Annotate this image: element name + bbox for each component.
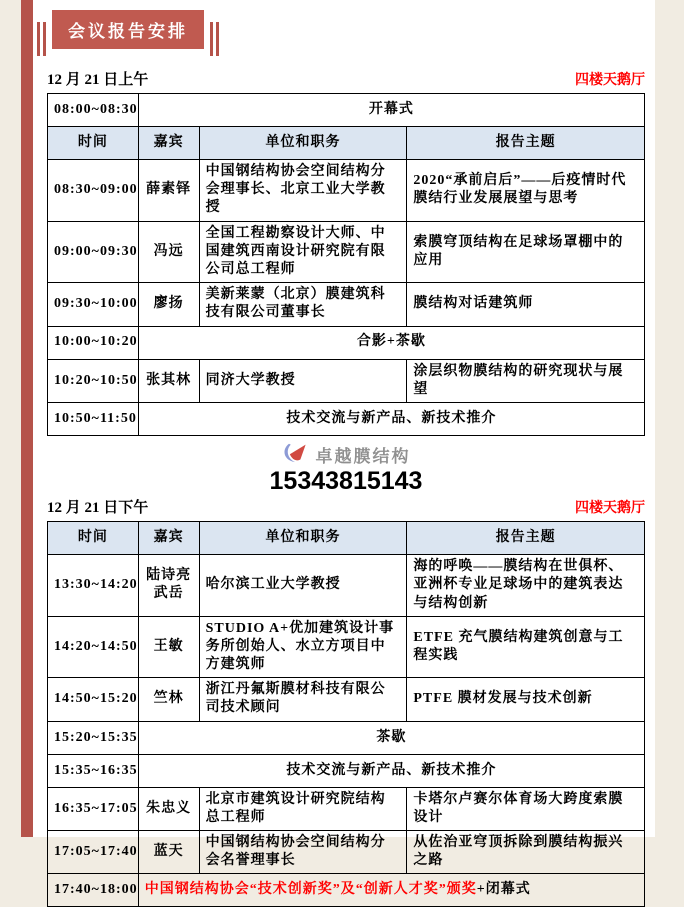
table-row bbox=[48, 402, 645, 435]
afternoon-schedule-table bbox=[47, 521, 645, 907]
org-cell: 中国钢结构协会空间结构分会理事长、北京工业大学教授 bbox=[199, 160, 407, 222]
event-cell: 茶歇 bbox=[138, 721, 644, 754]
morning-schedule-table bbox=[47, 93, 645, 436]
org-cell: 哈尔滨工业大学教授 bbox=[199, 555, 407, 617]
schedule-content bbox=[47, 0, 645, 907]
table-row bbox=[48, 754, 645, 787]
guest-cell: 竺林 bbox=[138, 678, 199, 721]
topic-cell: 从佐治亚穹顶拆除到膜结构振兴之路 bbox=[407, 831, 645, 874]
morning-date: 12 月 21 日上午 bbox=[47, 72, 149, 88]
table-row bbox=[48, 326, 645, 359]
table-row bbox=[48, 359, 645, 402]
time-cell: 15:35~16:35 bbox=[48, 754, 139, 787]
morning-section-header bbox=[47, 68, 645, 89]
afternoon-date: 12 月 21 日下午 bbox=[47, 500, 149, 517]
guest-cell: 薛素铎 bbox=[138, 160, 199, 222]
event-cell bbox=[138, 874, 644, 907]
guest-name: 陆诗亮 bbox=[146, 568, 192, 584]
table-row bbox=[48, 94, 645, 127]
column-header-topic: 报告主题 bbox=[407, 522, 645, 555]
event-cell: 合影+茶歇 bbox=[138, 326, 644, 359]
guest-cell: 朱忠义 bbox=[138, 787, 199, 830]
banner-left-bars bbox=[37, 22, 46, 56]
time-cell: 08:30~09:00 bbox=[48, 160, 139, 222]
table-row bbox=[48, 283, 645, 326]
time-cell: 15:20~15:35 bbox=[48, 721, 139, 754]
award-event-text: 中国钢结构协会“技术创新奖”及“创新人才奖”颁奖 bbox=[144, 882, 477, 898]
time-cell: 17:05~17:40 bbox=[48, 831, 139, 874]
event-cell: 技术交流与新产品、新技术推介 bbox=[138, 402, 644, 435]
org-cell: 中国钢结构协会空间结构分会名誉理事长 bbox=[199, 831, 407, 874]
time-cell: 10:00~10:20 bbox=[48, 326, 139, 359]
time-cell: 13:30~14:20 bbox=[48, 555, 139, 617]
topic-cell: ETFE 充气膜结构建筑创意与工程实践 bbox=[407, 616, 645, 678]
topic-cell: PTFE 膜材发展与技术创新 bbox=[407, 678, 645, 721]
org-cell: 美新莱蒙（北京）膜建筑科技有限公司董事长 bbox=[199, 283, 407, 326]
topic-cell: 膜结构对话建筑师 bbox=[407, 283, 645, 326]
time-cell: 14:50~15:20 bbox=[48, 678, 139, 721]
table-row bbox=[48, 721, 645, 754]
table-row bbox=[48, 787, 645, 830]
time-cell: 10:50~11:50 bbox=[48, 402, 139, 435]
column-header-org: 单位和职务 bbox=[199, 522, 407, 555]
table-header-row bbox=[48, 127, 645, 160]
topic-cell: 索膜穹顶结构在足球场罩棚中的应用 bbox=[407, 221, 645, 283]
org-cell: 全国工程勘察设计大师、中国建筑西南设计研究院有限公司总工程师 bbox=[199, 221, 407, 283]
brand-logo-icon bbox=[282, 442, 310, 468]
column-header-time: 时间 bbox=[48, 522, 139, 555]
afternoon-section-header bbox=[47, 496, 645, 517]
left-accent-bar bbox=[21, 0, 33, 837]
table-row bbox=[48, 874, 645, 907]
event-cell: 开幕式 bbox=[138, 94, 644, 127]
time-cell: 08:00~08:30 bbox=[48, 94, 139, 127]
time-cell: 16:35~17:05 bbox=[48, 787, 139, 830]
topic-cell: 涂层织物膜结构的研究现状与展望 bbox=[407, 359, 645, 402]
table-row bbox=[48, 555, 645, 617]
column-header-guest: 嘉宾 bbox=[138, 522, 199, 555]
table-row bbox=[48, 678, 645, 721]
event-cell: 技术交流与新产品、新技术推介 bbox=[138, 754, 644, 787]
guest-name: 武岳 bbox=[153, 586, 184, 602]
guest-cell: 蓝天 bbox=[138, 831, 199, 874]
phone-number: 15343815143 bbox=[269, 466, 423, 495]
closing-event-text: +闭幕式 bbox=[476, 882, 531, 898]
org-cell: 同济大学教授 bbox=[199, 359, 407, 402]
topic-cell: 海的呼唤——膜结构在世俱杯、亚洲杯专业足球场中的建筑表达与结构创新 bbox=[407, 555, 645, 617]
topic-cell: 2020“承前启后”——后疫情时代膜结行业发展展望与思考 bbox=[407, 160, 645, 222]
afternoon-venue: 四楼天鹅厅 bbox=[575, 501, 645, 517]
time-cell: 10:20~10:50 bbox=[48, 359, 139, 402]
guest-cell: 王敏 bbox=[138, 616, 199, 678]
time-cell: 14:20~14:50 bbox=[48, 616, 139, 678]
morning-venue: 四楼天鹅厅 bbox=[575, 73, 645, 88]
table-row bbox=[48, 831, 645, 874]
column-header-time: 时间 bbox=[48, 127, 139, 160]
org-cell: STUDIO A+优加建筑设计事务所创始人、水立方项目中方建筑师 bbox=[199, 616, 407, 678]
banner-title: 会议报告安排 bbox=[52, 10, 204, 49]
time-cell: 09:00~09:30 bbox=[48, 221, 139, 283]
org-cell: 北京市建筑设计研究院结构总工程师 bbox=[199, 787, 407, 830]
table-row bbox=[48, 221, 645, 283]
brand-name: 卓越膜结构 bbox=[315, 447, 411, 467]
guest-cell bbox=[138, 555, 199, 617]
org-cell: 浙江丹氟斯膜材科技有限公司技术顾问 bbox=[199, 678, 407, 721]
column-header-topic: 报告主题 bbox=[407, 127, 645, 160]
time-cell: 09:30~10:00 bbox=[48, 283, 139, 326]
column-header-org: 单位和职务 bbox=[199, 127, 407, 160]
table-row bbox=[48, 160, 645, 222]
guest-cell: 廖扬 bbox=[138, 283, 199, 326]
table-header-row bbox=[48, 522, 645, 555]
table-row bbox=[48, 616, 645, 678]
watermark bbox=[47, 442, 645, 494]
topic-cell: 卡塔尔卢赛尔体育场大跨度索膜设计 bbox=[407, 787, 645, 830]
time-cell: 17:40~18:00 bbox=[48, 874, 139, 907]
column-header-guest: 嘉宾 bbox=[138, 127, 199, 160]
guest-cell: 冯远 bbox=[138, 221, 199, 283]
guest-cell: 张其林 bbox=[138, 359, 199, 402]
